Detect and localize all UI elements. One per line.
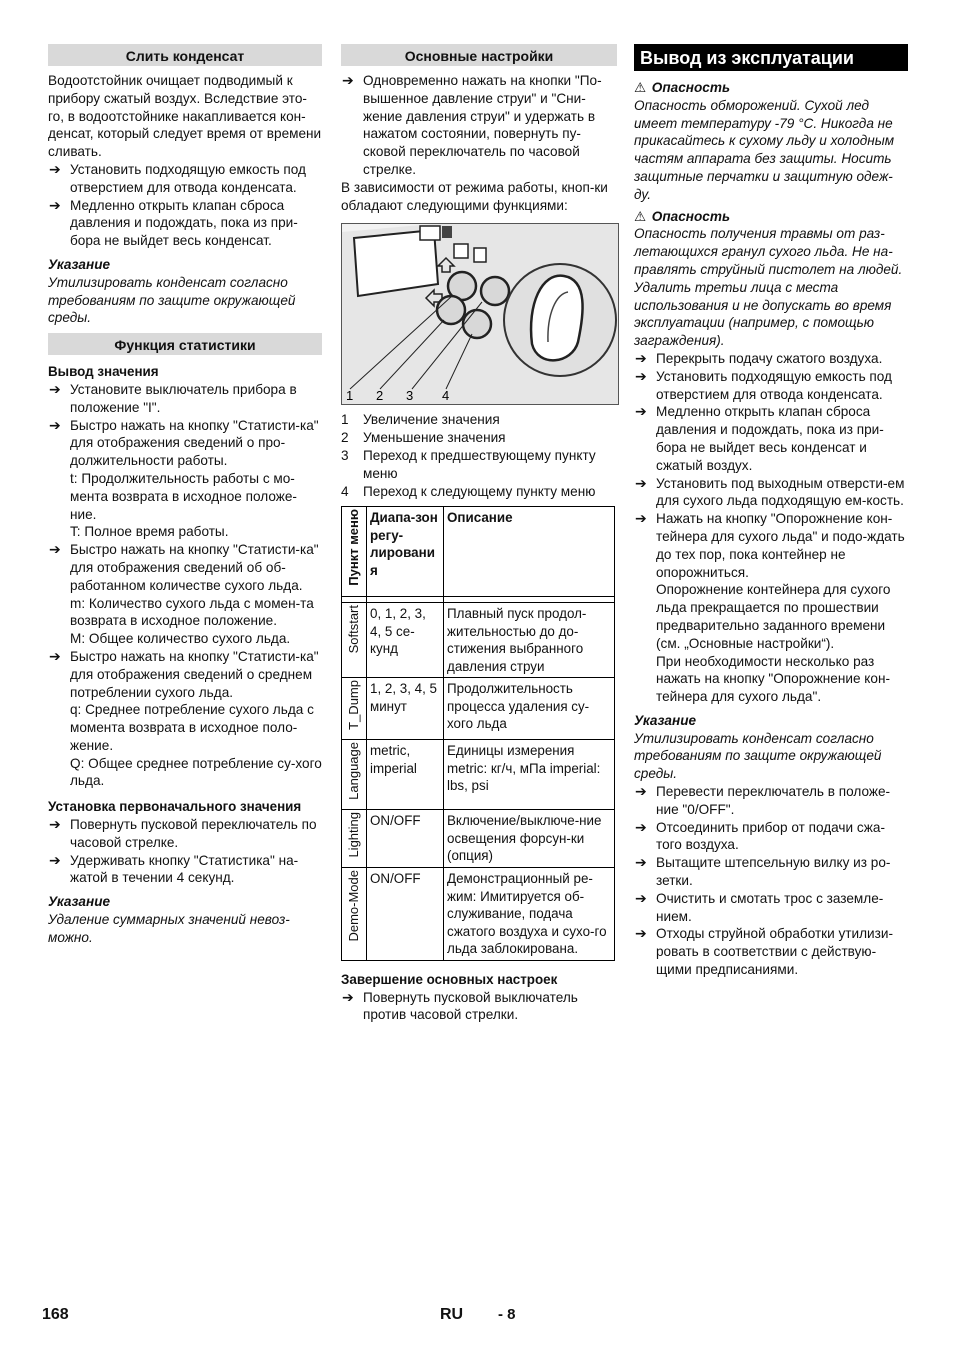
table-header-row (342, 507, 615, 597)
table-row (342, 868, 615, 961)
step-detail: При необходимости несколько раз нажать на кнопку "Опорожнение кон-тейнера для сухого льда". (656, 653, 890, 705)
legend-item: 1 Увеличение значения (341, 412, 500, 428)
arrow-icon: ➔ (635, 349, 647, 366)
step-detail: T: Полное время работы. (70, 524, 229, 540)
figure-label-4: 4 (442, 388, 450, 404)
arrow-icon: ➔ (635, 854, 647, 871)
table-cell: 0, 1, 2, 3, 4, 5 се-кунд (367, 603, 444, 678)
step-item: ➔ Повернуть пусковой переключатель по часовой стрелке. (49, 816, 317, 850)
table-cell: Плавный пуск продол-жительностью до до-стижения выбранного давления струи (444, 603, 615, 678)
page-number: 168 (42, 1306, 69, 1323)
table-cell: Lighting (342, 810, 367, 868)
step-item: ➔ Удерживать кнопку "Статистика" на-жатой в течении 4 секунд. (49, 851, 299, 886)
note-title: Указание (634, 712, 697, 728)
table-header-cell: Пункт меню (342, 507, 367, 597)
legend-item: 3 Переход к предшествующему пункту меню (341, 447, 596, 481)
step-item: ➔ Быстро нажать на кнопку "Статисти-ка" для отображения сведений о про-должительности работы. (49, 416, 319, 469)
icon-box (454, 244, 468, 258)
table-row (342, 810, 615, 868)
step-detail: m: Количество сухого льда с момен-та возврата в исходное положение. (70, 595, 314, 629)
step-item: ➔ Быстро нажать на кнопку "Статисти-ка" для отображения сведений о среднем потреблении сухого льда. (49, 647, 319, 700)
step-item: ➔ Медленно открыть клапан сброса давления и подождать, пока из при-бора не выйдет весь конденсат. (49, 196, 298, 249)
section-heading-statistics: Функция статистики (48, 333, 322, 355)
step-item: ➔ Перекрыть подачу сжатого воздуха. (635, 349, 883, 366)
subheading-initial-value: Установка первоначального значения (48, 799, 302, 815)
warning-icon: ⚠ (634, 80, 647, 95)
arrow-icon: ➔ (342, 72, 354, 88)
danger-title: ⚠ Опасность (634, 208, 731, 224)
button-3 (481, 277, 509, 305)
legend-item: 2 Уменьшение значения (341, 430, 506, 446)
arrow-icon: ➔ (635, 510, 647, 527)
note-text: Удаление суммарных значений невоз-можно. (48, 912, 290, 945)
note-text: Утилизировать конденсат согласно требованиям по защите окружающей среды. (634, 730, 882, 782)
danger-text: Опасность получения травмы от раз-летающихся гранул сухого льда. Не на-правлять струйный пистолет на людей. Удалить третьи лица с места использования и не допускать во время эксплуатации (например, с помощью заграждения). (634, 226, 903, 349)
step-detail: t: Продолжительность работы с мо-мента возврата в исходное положе-ние. (70, 470, 297, 522)
step-item: ➔ Перевести переключатель в положе-ние "0/OFF". (635, 783, 891, 817)
arrow-icon: ➔ (635, 889, 647, 906)
step-detail: q: Среднее потребление сухого льда с момента возврата в исходное поло-жение. (70, 702, 314, 753)
arrow-icon: ➔ (49, 851, 61, 868)
note-text: Утилизировать конденсат согласно требованиям по защите окружающей среды. (48, 274, 296, 326)
table-cell: 1, 2, 3, 4, 5 минут (367, 678, 444, 740)
arrow-icon: ➔ (635, 783, 647, 800)
table-cell: Продолжительность процесса удаления су-хого льда (444, 678, 615, 740)
table-cell: Language (342, 740, 367, 810)
step-item: ➔ Установите выключатель прибора в положение "I". (49, 380, 297, 415)
step-item: ➔ Повернуть пусковой выключатель против часовой стрелки. (342, 988, 578, 1023)
step-item: ➔ Отходы струйной обработки утилизи-ровать в соответствии с действую-щими предписаниями. (635, 925, 893, 978)
table-cell: ON/OFF (367, 868, 444, 961)
column-right (634, 44, 908, 979)
sub-page-number: - 8 (498, 1306, 516, 1323)
column-middle (341, 44, 617, 1024)
note-title: Указание (48, 894, 111, 910)
paragraph: Водоотстойник очищает подводимый к прибору сжатый воздух. Вследствие это-го, в водоотстойнике накапливается кон-денсат, который следует время от времени сливать. (48, 73, 322, 160)
arrow-icon: ➔ (49, 541, 61, 558)
arrow-icon: ➔ (635, 403, 647, 420)
arrow-icon: ➔ (342, 988, 354, 1005)
button-2 (437, 296, 465, 324)
table-cell: ON/OFF (367, 810, 444, 868)
arrow-icon: ➔ (49, 416, 61, 433)
arrow-icon: ➔ (635, 818, 647, 835)
step-item: ➔ Установить под выходным отверсти-ем для сухого льда подходящую ем-кость. (635, 474, 905, 509)
arrow-icon: ➔ (49, 196, 61, 213)
arrow-icon: ➔ (49, 380, 61, 397)
table-row (342, 603, 615, 678)
arrow-icon: ➔ (49, 816, 61, 833)
table-header-cell: Диапа-зон регу-лировани я (367, 507, 444, 597)
button-4 (463, 310, 491, 338)
table-header-cell: Описание (444, 507, 615, 597)
table-cell: Softstart (342, 603, 367, 678)
figure-label-1: 1 (346, 388, 354, 404)
table-row (342, 740, 615, 810)
section-heading-drain-condensate: Слить конденсат (48, 44, 322, 66)
step-detail: Опорожнение контейнера для сухого льда прекращается по прошествии предварительно заданного времени (см. „Основные настройки“). (656, 582, 891, 651)
arrow-icon: ➔ (635, 367, 647, 384)
subheading-finish-settings: Завершение основных настроек (341, 971, 558, 987)
icon-box (474, 248, 486, 262)
language-code: RU (440, 1306, 464, 1323)
arrow-icon: ➔ (635, 474, 647, 491)
step-item: ➔ Быстро нажать на кнопку "Статисти-ка" для отображения сведений об об-работанном количестве сухого льда. (49, 541, 319, 593)
step-item: ➔ Очистить и смотать трос с заземле-нием. (635, 889, 884, 924)
table-cell: Демонстрационный ре-жим: Имитируется об-служивание, подача сжатого воздуха и сухо-го льда заблокирована. (444, 868, 615, 961)
table-cell: Demo-Mode (342, 868, 367, 961)
step-item: ➔ Медленно открыть клапан сброса давления и подождать, пока из при-бора не выйдет весь конденсат и сжатый воздух. (635, 403, 884, 473)
subheading-output-value: Вывод значения (48, 364, 159, 380)
step-item: ➔ Нажать на кнопку "Опорожнение кон-тейнера для сухого льда" и подо-ждать до тех пор, пока контейнер не опорожниться. (635, 510, 905, 580)
step-item: ➔ Одновременно нажать на кнопки "По-вышенное давление струи" и "Сни-жение давления струи" и удержать в нажатом состоянии, повернуть пу-сковой переключатель по часовой стрелке. (342, 72, 602, 177)
step-detail: M: Общее количество сухого льда. (70, 631, 291, 647)
settings-table (341, 506, 615, 961)
legend-item: 4 Переход к следующему пункту меню (341, 483, 596, 499)
arrow-icon: ➔ (635, 925, 647, 942)
figure-legend (341, 411, 617, 500)
column-left (48, 44, 322, 947)
section-heading-basic-settings: Основные настройки (341, 44, 617, 66)
warning-icon: ⚠ (634, 208, 647, 224)
danger-text: Опасность обморожений. Сухой лед имеет температуру -79 °C. Никогда не прикасайтесь к сухому льду и холодным частям аппарата без защиты. Носить защитные перчатки и защитную одеж-ду. (634, 97, 895, 202)
arrow-icon: ➔ (49, 160, 61, 177)
table-row (342, 678, 615, 740)
figure-label-3: 3 (406, 388, 414, 404)
step-item: ➔ Установить подходящую емкость под отверстием для отвода конденсата. (635, 367, 892, 402)
section-heading-decommissioning: Вывод из эксплуатации (634, 44, 908, 71)
table-cell: T_Dump (342, 678, 367, 740)
step-item: ➔ Вытащите штепсельную вилку из ро-зетки. (635, 854, 891, 889)
note-title: Указание (48, 256, 111, 272)
table-cell: Единицы измерения metric: кг/ч, мПа imperial: lbs, psi (444, 740, 615, 810)
control-panel-illustration (342, 224, 618, 404)
arrow-icon: ➔ (49, 647, 61, 664)
step-item: ➔ Установить подходящую емкость под отверстием для отвода конденсата. (49, 160, 306, 195)
table-cell: Включение/выключе-ние освещения форсун-ки (опция) (444, 810, 615, 868)
paragraph: В зависимости от режима работы, кноп-ки обладают следующими функциями: (341, 179, 608, 213)
step-detail: Q: Общее среднее потребление су-хого льда. (70, 755, 322, 789)
icon-box (442, 226, 452, 238)
figure-label-2: 2 (376, 388, 384, 404)
step-item: ➔ Отсоединить прибор от подачи сжа-того воздуха. (635, 818, 885, 853)
table-cell: metric, imperial (367, 740, 444, 810)
danger-title: ⚠ Опасность (634, 80, 731, 95)
control-panel-figure (341, 223, 619, 405)
icon-box (420, 226, 440, 240)
